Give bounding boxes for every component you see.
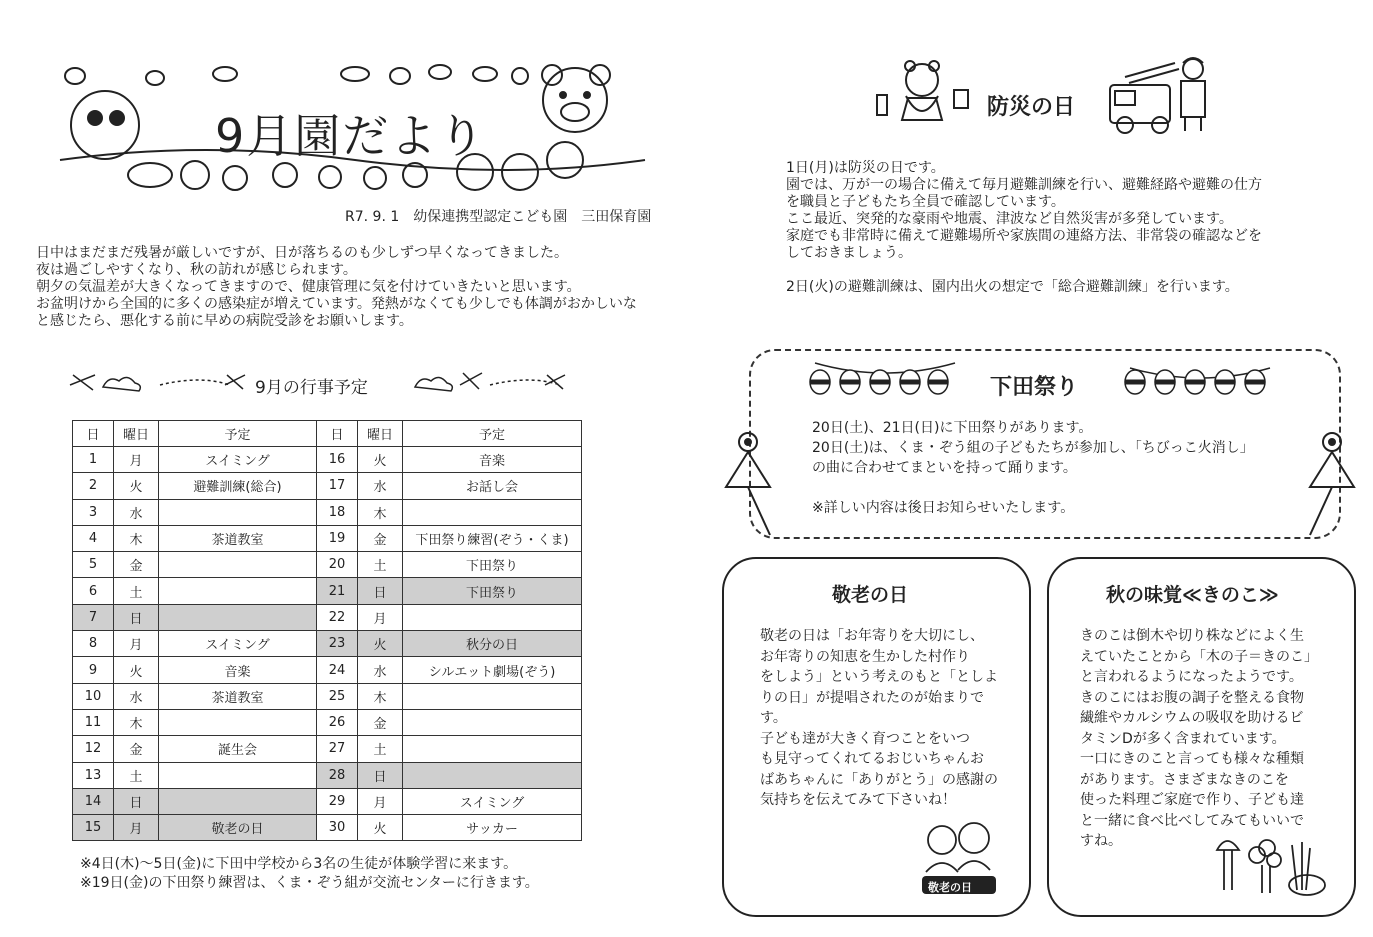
- keirou-line: 子ども達が大きく育つことをいつ: [760, 730, 970, 747]
- schedule-row: [73, 473, 582, 499]
- cell-plan: サッカー: [403, 815, 582, 841]
- cell-plan: スイミング: [159, 631, 317, 657]
- cell-plan: [159, 578, 317, 604]
- mikaku-line: タミンDが多く含まれています。: [1080, 730, 1286, 747]
- keirou-line: をしよう」という考えのもと「としよ: [760, 669, 998, 685]
- intro-text: [36, 245, 676, 330]
- cell-day: 3: [73, 499, 114, 525]
- cell-plan: [403, 499, 582, 525]
- schedule-row: [73, 578, 582, 604]
- schedule-title: 9月の行事予定: [255, 378, 368, 398]
- cell-weekday: 月: [114, 815, 159, 841]
- cell-day: 15: [73, 815, 114, 841]
- keirou-text: [760, 626, 1010, 811]
- cell-plan: [403, 709, 582, 735]
- cell-weekday: 月: [358, 788, 403, 814]
- cell-plan: [403, 604, 582, 630]
- note-line: ※19日(金)の下田祭り練習は、くま・ぞう組が交流センターに行きます。: [80, 875, 539, 891]
- cell-weekday: 火: [358, 447, 403, 473]
- cell-plan: 下田祭り: [403, 552, 582, 578]
- cell-day: 13: [73, 762, 114, 788]
- col-header-plan: 予定: [159, 421, 317, 447]
- keirou-line: お年寄りの知恵を生かした村作り: [760, 648, 970, 665]
- mikaku-line: えていたことから「木の子＝きのこ」: [1080, 648, 1318, 665]
- schedule-header-row: [73, 421, 582, 447]
- cell-weekday: 月: [114, 631, 159, 657]
- cell-weekday: 木: [114, 525, 159, 551]
- cell-day: 10: [73, 683, 114, 709]
- cell-weekday: 金: [358, 709, 403, 735]
- cell-plan: 下田祭り練習(ぞう・くま): [403, 525, 582, 551]
- cell-plan: シルエット劇場(ぞう): [403, 657, 582, 683]
- cell-plan: お話し会: [403, 473, 582, 499]
- cell-weekday: 土: [114, 762, 159, 788]
- page-title: 9月園だより: [215, 109, 487, 163]
- intro-line: と感じたら、悪化する前に早めの病院受診をお願いします。: [36, 313, 413, 329]
- bousai-line: 家庭でも非常時に備えて避難場所や家族間の連絡方法、非常袋の確認などを: [786, 228, 1262, 244]
- cell-weekday: 月: [114, 447, 159, 473]
- cell-plan: [159, 788, 317, 814]
- schedule-row: [73, 736, 582, 762]
- schedule-row: [73, 657, 582, 683]
- cell-day: 11: [73, 709, 114, 735]
- cell-plan: 秋分の日: [403, 631, 582, 657]
- mikaku-line: 繊維やカルシウムの吸収を助けるビ: [1080, 710, 1304, 726]
- cell-weekday: 日: [114, 604, 159, 630]
- cell-plan: [159, 709, 317, 735]
- cell-plan: 誕生会: [159, 736, 317, 762]
- matsuri-line: の曲に合わせてまといを持って踊ります。: [812, 460, 1077, 476]
- schedule-row: [73, 447, 582, 473]
- cell-weekday: 水: [114, 683, 159, 709]
- cell-weekday: 月: [358, 604, 403, 630]
- cell-weekday: 土: [114, 578, 159, 604]
- bousai-line: 2日(火)の避難訓練は、園内出火の想定で「総合避難訓練」を行います。: [786, 279, 1239, 295]
- bousai-line: を職員と子どもたち全員で確認しています。: [786, 194, 1065, 210]
- schedule-row: [73, 525, 582, 551]
- cell-day: 1: [73, 447, 114, 473]
- cell-plan: スイミング: [159, 447, 317, 473]
- cell-day: 2: [73, 473, 114, 499]
- cell-plan: [403, 736, 582, 762]
- cell-day: 19: [317, 525, 358, 551]
- cell-day: 27: [317, 736, 358, 762]
- cell-day: 4: [73, 525, 114, 551]
- mikaku-line: と言われるようになったようです。: [1080, 669, 1303, 685]
- schedule-row: [73, 499, 582, 525]
- cell-plan: [159, 552, 317, 578]
- cell-day: 21: [317, 578, 358, 604]
- cell-plan: 茶道教室: [159, 683, 317, 709]
- cell-day: 20: [317, 552, 358, 578]
- cell-plan: 避難訓練(総合): [159, 473, 317, 499]
- cell-day: 16: [317, 447, 358, 473]
- schedule-row: [73, 631, 582, 657]
- mikaku-title: 秋の味覚≪きのこ≫: [1106, 584, 1279, 606]
- cell-day: 12: [73, 736, 114, 762]
- cell-weekday: 水: [114, 499, 159, 525]
- cell-plan: [159, 499, 317, 525]
- schedule-table: [72, 420, 582, 841]
- schedule-notes: [80, 855, 539, 893]
- keirou-title: 敬老の日: [832, 584, 909, 606]
- cell-weekday: 火: [358, 815, 403, 841]
- cell-plan: [403, 683, 582, 709]
- cell-weekday: 火: [358, 631, 403, 657]
- col-header-weekday: 曜日: [114, 421, 159, 447]
- cell-plan: 茶道教室: [159, 525, 317, 551]
- cell-weekday: 水: [358, 473, 403, 499]
- matsuri-line: 20日(土)は、くま・ぞう組の子どもたちが参加し、「ちびっこ火消し」: [812, 440, 1254, 456]
- bear-emergency-kit-illustration: [872, 60, 972, 130]
- matsuri-text: [812, 418, 1254, 518]
- cell-plan: [159, 604, 317, 630]
- mikaku-line: きのこは倒木や切り株などによく生: [1080, 628, 1304, 644]
- bousai-line: しておきましょう。: [786, 245, 912, 261]
- cell-day: 6: [73, 578, 114, 604]
- intro-line: 日中はまだまだ残暑が厳しいですが、日が落ちるのも少しずつ早くなってきました。: [36, 245, 568, 261]
- col-header-day: 日: [73, 421, 114, 447]
- cell-plan: 音楽: [159, 657, 317, 683]
- col-header-plan: 予定: [403, 421, 582, 447]
- intro-line: 朝夕の気温差が大きくなってきますので、健康管理に気を付けていきたいと思います。: [36, 279, 581, 295]
- cell-day: 25: [317, 683, 358, 709]
- keirou-line: りの日」が提唱されたのが始まりで: [760, 689, 984, 706]
- cell-weekday: 土: [358, 736, 403, 762]
- schedule-row: [73, 709, 582, 735]
- keirou-badge: 敬老の日: [928, 881, 972, 894]
- bousai-line: ここ最近、突発的な豪雨や地震、津波など自然災害が多発しています。: [786, 211, 1233, 227]
- matsuri-line: ※詳しい内容は後日お知らせいたします。: [812, 500, 1075, 516]
- cell-day: 17: [317, 473, 358, 499]
- cell-plan: 敬老の日: [159, 815, 317, 841]
- schedule-row: [73, 788, 582, 814]
- cell-day: 24: [317, 657, 358, 683]
- cell-plan: [159, 762, 317, 788]
- cell-weekday: 土: [358, 552, 403, 578]
- intro-line: お盆明けから全国的に多くの感染症が増えています。発熱がなくても少しでも体調がおかしいな: [36, 296, 637, 312]
- keirou-line: ばあちゃんに「ありがとう」の感謝の: [760, 771, 998, 788]
- cell-weekday: 金: [114, 736, 159, 762]
- cell-day: 26: [317, 709, 358, 735]
- cell-plan: 音楽: [403, 447, 582, 473]
- cell-day: 28: [317, 762, 358, 788]
- matsuri-title: 下田祭り: [990, 375, 1079, 400]
- schedule-row: [73, 683, 582, 709]
- bousai-line: 園では、万が一の場合に備えて毎月避難訓練を行い、避難経路や避難の仕方: [786, 177, 1262, 193]
- cell-weekday: 火: [114, 473, 159, 499]
- schedule-row: [73, 604, 582, 630]
- cell-weekday: 火: [114, 657, 159, 683]
- cell-weekday: 木: [358, 499, 403, 525]
- cell-day: 29: [317, 788, 358, 814]
- bousai-title: 防災の日: [987, 95, 1076, 120]
- schedule-row: [73, 815, 582, 841]
- keirou-line: 気持ちを伝えてみて下さいね！: [760, 792, 956, 808]
- cell-day: 30: [317, 815, 358, 841]
- fire-truck-illustration: [1105, 55, 1220, 135]
- mikaku-line: 一口にきのこと言っても様々な種類: [1080, 751, 1304, 767]
- schedule-row: [73, 552, 582, 578]
- col-header-day: 日: [317, 421, 358, 447]
- cell-plan: [403, 762, 582, 788]
- cell-day: 14: [73, 788, 114, 814]
- cell-day: 7: [73, 604, 114, 630]
- mikaku-text: [1080, 626, 1340, 852]
- note-line: ※4日(木)～5日(金)に下田中学校から3名の生徒が体験学習に来ます。: [80, 856, 518, 872]
- keirou-line: 敬老の日は「お年寄りを大切にし、: [760, 628, 984, 644]
- cell-weekday: 木: [114, 709, 159, 735]
- cell-day: 5: [73, 552, 114, 578]
- mikaku-line: すね。: [1080, 833, 1122, 849]
- mikaku-line: 使った料理ご家庭で作り、子ども達: [1080, 792, 1304, 808]
- cell-day: 22: [317, 604, 358, 630]
- col-header-weekday: 曜日: [358, 421, 403, 447]
- intro-line: 夜は過ごしやすくなり、秋の訪れが感じられます。: [36, 262, 357, 278]
- date-line: R7. 9. 1 幼保連携型認定こども園 三田保育園: [345, 209, 652, 225]
- bousai-line: 1日(月)は防災の日です。: [786, 160, 945, 176]
- matsuri-line: [812, 478, 1254, 498]
- mushrooms-illustration: [1212, 830, 1332, 900]
- cell-weekday: 金: [358, 525, 403, 551]
- cell-weekday: 水: [358, 657, 403, 683]
- bousai-text: [786, 160, 1326, 296]
- matsuri-line: 20日(土)、21日(日)に下田祭りがあります。: [812, 420, 1093, 436]
- schedule-row: [73, 762, 582, 788]
- cell-weekday: 日: [358, 578, 403, 604]
- cell-weekday: 日: [358, 762, 403, 788]
- cell-day: 23: [317, 631, 358, 657]
- cell-plan: スイミング: [403, 788, 582, 814]
- cell-day: 18: [317, 499, 358, 525]
- cell-plan: 下田祭り: [403, 578, 582, 604]
- mikaku-line: と一緒に食べ比べしてみてもいいで: [1080, 812, 1304, 829]
- cell-day: 8: [73, 631, 114, 657]
- keirou-line: も見守ってくれてるおじいちゃんお: [760, 751, 984, 767]
- cell-day: 9: [73, 657, 114, 683]
- keirou-line: す。: [760, 710, 787, 726]
- mikaku-line: があります。さまざまなきのこを: [1080, 771, 1289, 788]
- cell-weekday: 木: [358, 683, 403, 709]
- cell-weekday: 金: [114, 552, 159, 578]
- bousai-line: [786, 262, 1326, 279]
- cell-weekday: 日: [114, 788, 159, 814]
- mikaku-line: きのこにはお腹の調子を整える食物: [1080, 689, 1304, 706]
